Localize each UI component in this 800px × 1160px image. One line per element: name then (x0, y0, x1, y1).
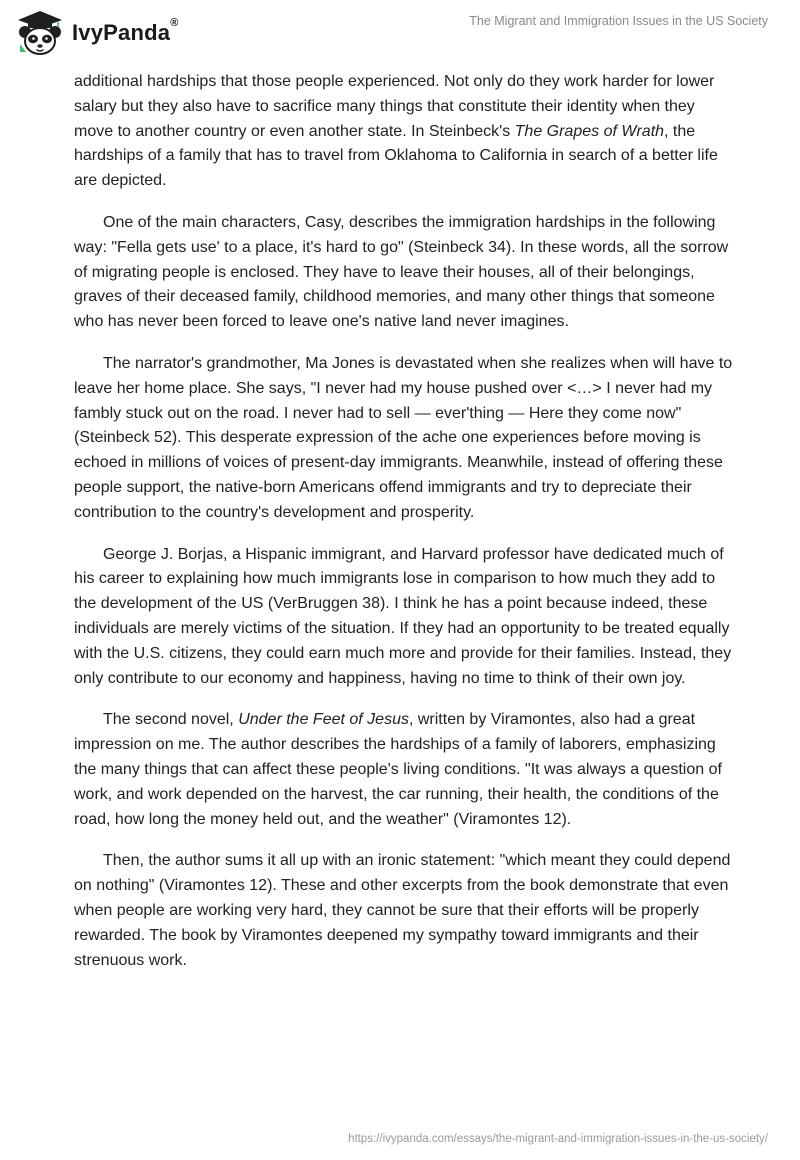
ivypanda-logo[interactable] (14, 8, 179, 58)
panda-graduate-icon (14, 8, 66, 58)
paragraph-1: additional hardships that those people experienced. Not only do they work harder for lower salary but they also have to sacrifice many things that constitute their identity when they move to another country or even another state. In Steinbeck's The Grapes of Wrath, the hardships of a family that has to travel from Oklahoma to California in search of a better life are depicted. (74, 73, 718, 190)
book-title-grapes-of-wrath: The Grapes of Wrath (514, 122, 665, 140)
registered-mark: ® (170, 17, 179, 29)
paragraph-2: One of the main characters, Casy, describes the immigration hardships in the following way: "Fella gets use' to a place, it's hard to go" (Steinbeck 34). In these words, all the sorrow of migrating people is enclosed. They have to leave their houses, all of their belongings, graves of their deceased family, childhood memories, and many other things that someone who has never been forced to leave one's native land never imagines. (74, 213, 729, 331)
document-title: The Migrant and Immigration Issues in the US Society (469, 14, 768, 28)
book-title-under-the-feet-of-jesus: Under the Feet of Jesus (238, 711, 409, 729)
brand-name: IvyPanda® (72, 17, 179, 45)
paragraph-4: George J. Borjas, a Hispanic immigrant, and Harvard professor have dedicated much of his career to explaining how much immigrants lose in comparison to how much they add to the development of the US (VerBruggen 38). I think he has a point because indeed, these individuals are merely victims of the situation. If they had an opportunity to be treated equally with the U.S. citizens, they could earn much more and provide for their families. Instead, they only contribute to our economy and happiness, having no time to think of their own joy. (74, 545, 732, 687)
paragraph-3: The narrator's grandmother, Ma Jones is devastated when she realizes when will have to leave her home place. She says, "I never had my house pushed over <…> I never had my fambly stuck out on the road. I never had to sell — ever'thing — Here they come now" (Steinbeck 52). This desperate expression of the ache one experiences before moving is echoed in millions of voices of present-day immigrants. Meanwhile, instead of offering these people support, the native-born Americans offend immigrants and try to depreciate their contribution to the country's development and prosperity. (74, 354, 733, 521)
essay-body (74, 70, 734, 990)
page-header (0, 0, 800, 70)
source-url-link[interactable]: https://ivypanda.com/essays/the-migrant-and-immigration-issues-in-the-us-society/ (348, 1133, 768, 1145)
paragraph-6: Then, the author sums it all up with an ironic statement: "which meant they could depend on nothing" (Viramontes 12). These and other excerpts from the book demonstrate that even when people are working very hard, they cannot be sure that their efforts will be properly rewarded. The book by Viramontes deepened my sympathy toward immigrants and their strenuous work. (74, 852, 731, 969)
paragraph-5: The second novel, Under the Feet of Jesus, written by Viramontes, also had a great impression on me. The author describes the hardships of a family of laborers, emphasizing the many things that can affect these people's living conditions. "It was always a question of work, and work depended on the harvest, the car running, their health, the conditions of the road, how long the money held out, and the weather" (Viramontes 12). (74, 711, 722, 828)
